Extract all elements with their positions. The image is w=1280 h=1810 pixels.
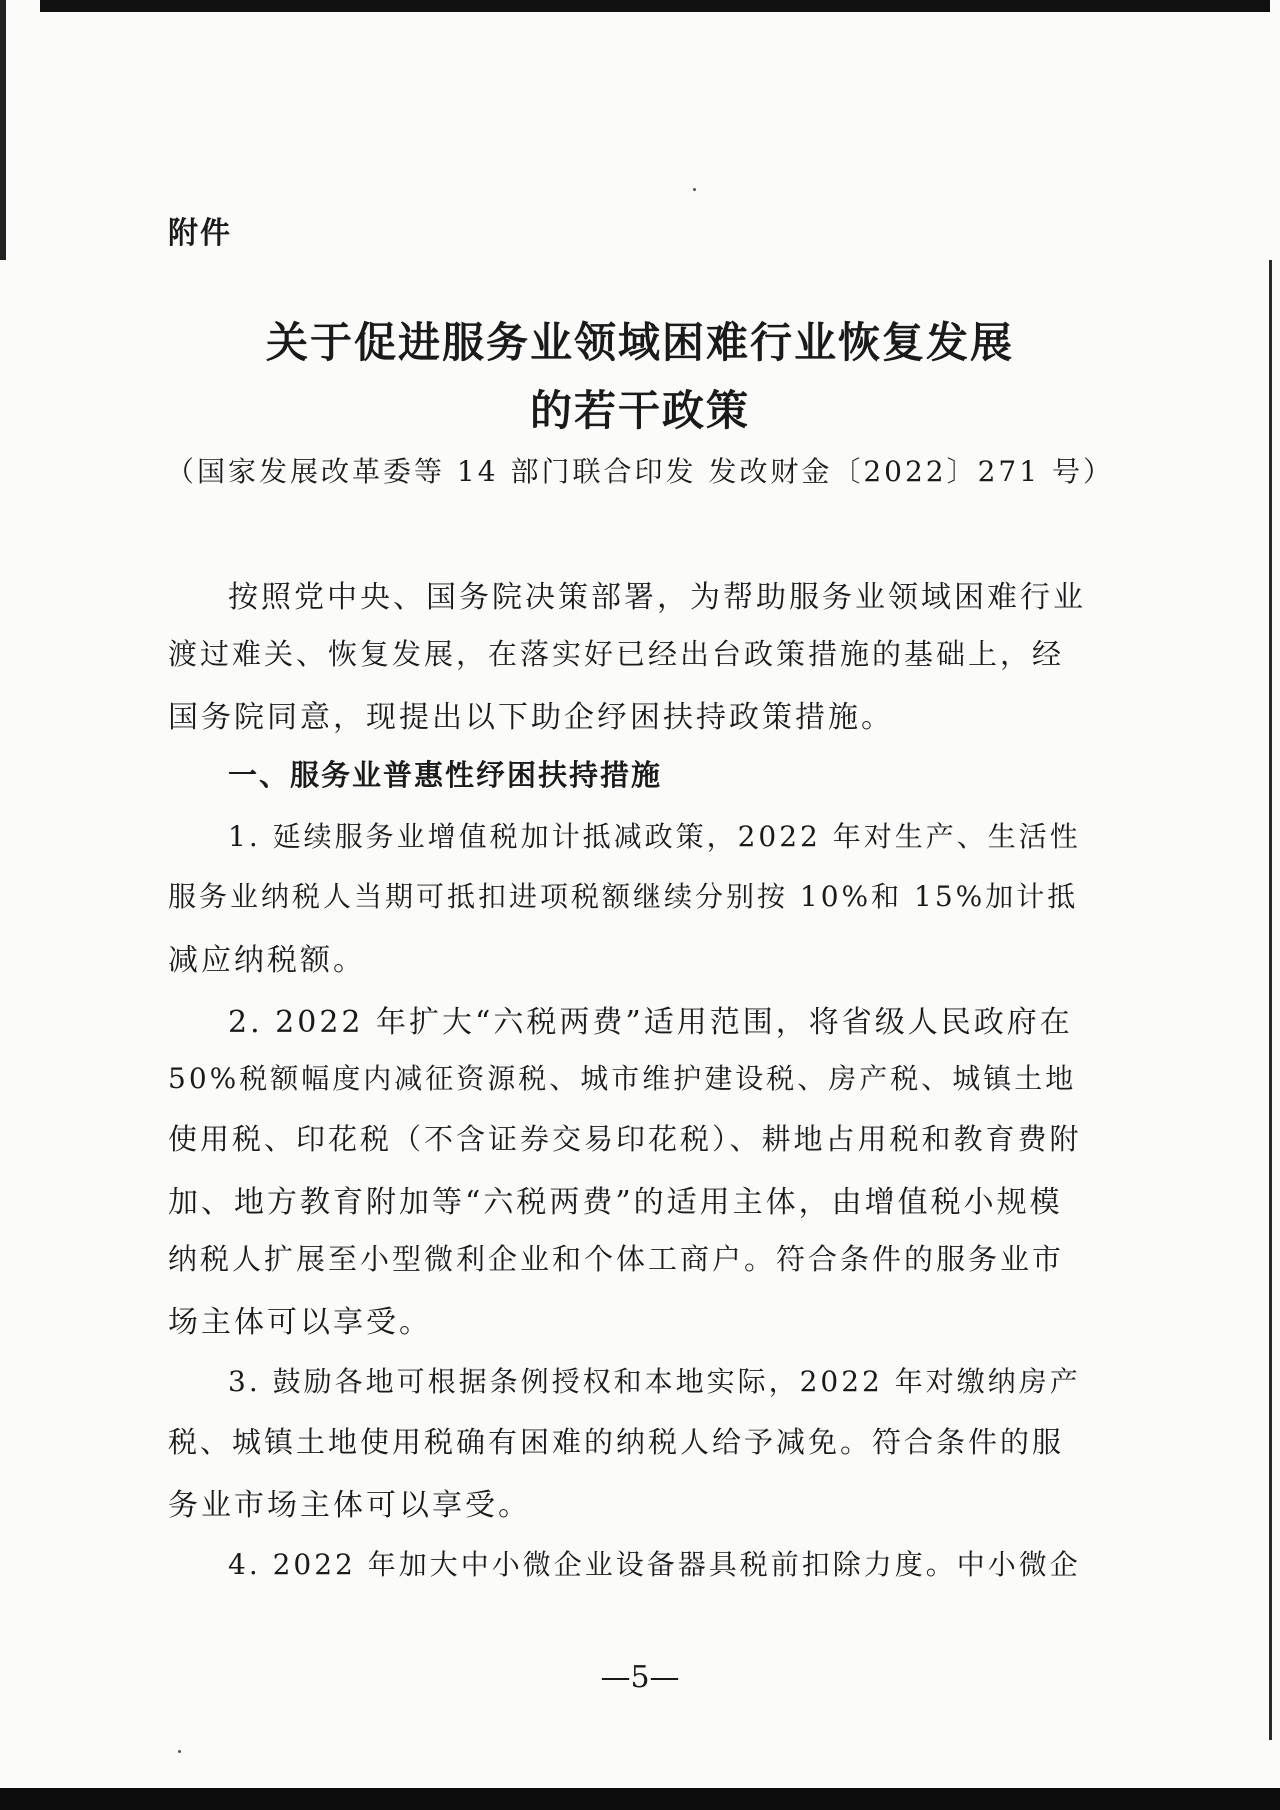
attachment-label: 附件: [168, 216, 232, 251]
item-line: 1. 延续服务业增值税加计抵减政策，2022 年对生产、生活性: [228, 820, 1081, 853]
item-line: 减应纳税额。: [168, 943, 366, 978]
document-title-line2: 的若干政策: [529, 386, 750, 435]
section-heading: 一、服务业普惠性纾困扶持措施: [228, 758, 663, 792]
item-line: 务业市场主体可以享受。: [168, 1488, 531, 1523]
item-line: 服务业纳税人当期可抵扣进项税额继续分别按 10%和 15%加计抵: [168, 880, 1079, 913]
document-subtitle: （国家发展改革委等 14 部门联合印发 发改财金〔2022〕271 号）: [166, 455, 1114, 488]
scan-edge-bottom: [0, 1788, 1280, 1810]
intro-line: 渡过难关、恢复发展，在落实好已经出台政策措施的基础上，经: [168, 637, 1065, 671]
scan-edge-top: [40, 0, 1270, 12]
page-number: —5—: [600, 1660, 680, 1695]
item-line: 场主体可以享受。: [168, 1305, 432, 1340]
item-line: 纳税人扩展至小型微利企业和个体工商户。符合条件的服务业市: [168, 1242, 1065, 1276]
document-title-line1: 关于促进服务业领域困难行业恢复发展: [265, 318, 1014, 367]
item-line: 使用税、印花税（不含证券交易印花税）、耕地占用税和教育费附: [168, 1122, 1082, 1156]
item-line: 税、城镇土地使用税确有困难的纳税人给予减免。符合条件的服: [168, 1425, 1065, 1459]
item-line: 2. 2022 年扩大“六税两费”适用范围，将省级人民政府在: [228, 1005, 1073, 1040]
intro-line: 国务院同意，现提出以下助企纾困扶持政策措施。: [168, 700, 894, 735]
intro-line: 按照党中央、国务院决策部署，为帮助服务业领域困难行业: [228, 580, 1086, 615]
scan-speck: [693, 188, 696, 191]
item-line: 4. 2022 年加大中小微企业设备器具税前扣除力度。中小微企: [228, 1548, 1081, 1581]
scan-edge-left: [0, 0, 6, 260]
item-line: 50%税额幅度内减征资源税、城市维护建设税、房产税、城镇土地: [168, 1062, 1077, 1095]
item-line: 3. 鼓励各地可根据条例授权和本地实际，2022 年对缴纳房产: [228, 1365, 1081, 1398]
item-line: 加、地方教育附加等“六税两费”的适用主体，由增值税小规模: [168, 1185, 1063, 1220]
scan-speck: [178, 1750, 181, 1753]
